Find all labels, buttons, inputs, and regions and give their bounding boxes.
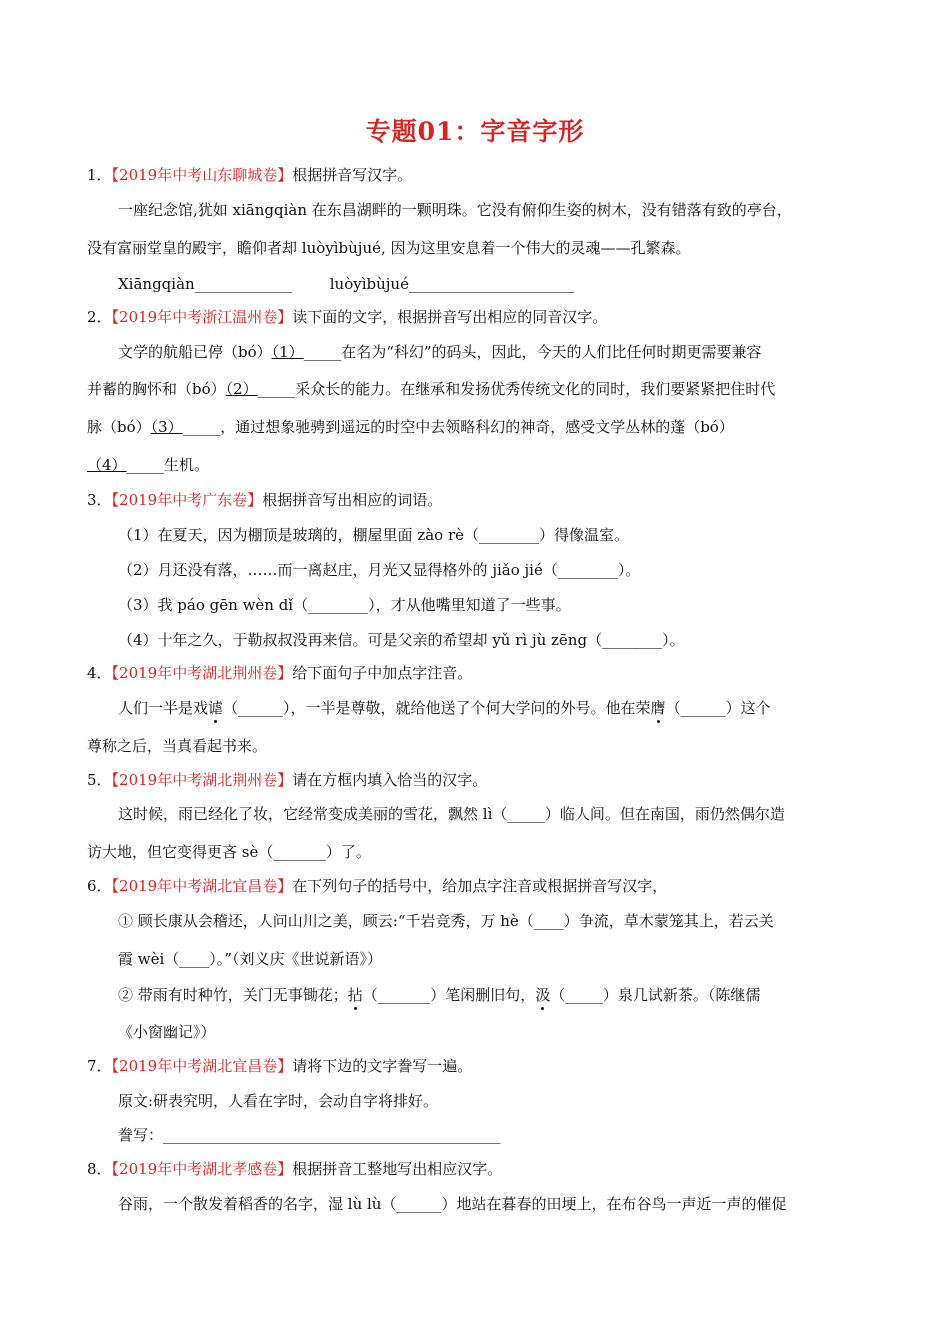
- question-number: 7．: [87, 1057, 112, 1075]
- question-number: 3．: [87, 491, 112, 509]
- question-number: 6．: [87, 877, 112, 895]
- question-1-passage-line: 没有富丽堂皇的殿宇，瞻仰者却 luòyìbùjué, 因为这里安息着一个伟大的灵魂——孔繁森。: [87, 239, 691, 257]
- question-4-heading: [87, 663, 472, 683]
- question-5-passage-line: 访大地，但它变得更吝 sè（_______）了。: [87, 843, 371, 861]
- question-2-passage-line: 文学的航船已停（bó）（1）_____在名为“科幻”的码头，因此，今天的人们比任何时期更需要兼容: [118, 343, 762, 361]
- question-1-heading: [87, 165, 412, 185]
- question-4-passage-line: 尊称之后，当真看起书来。: [87, 737, 268, 755]
- question-instruction: 请将下边的文字誊写一遍。: [292, 1057, 473, 1075]
- question-5-heading: [87, 770, 487, 790]
- question-source: 【2019年中考湖北孝感卷】: [111, 1160, 293, 1178]
- question-4-passage-line: 人们一半是戏谑（______），一半是尊敬，就给他送了个何大学问的外号。他在荣膺（______）这个: [118, 699, 771, 717]
- dotted-character: 拈: [347, 986, 363, 1004]
- dotted-character: 谑: [208, 699, 224, 717]
- question-5-passage-line: 这时候，雨已经化了妆，它经常变成美丽的雪花，飘然 lì（_____）临人间。但在南国，雨仍然偶尔造: [118, 805, 785, 823]
- question-3-item: （2）月还没有落，……而一离赵庄，月光又显得格外的 jiǎo jié（________）。: [118, 561, 641, 579]
- question-number: 8．: [87, 1160, 112, 1178]
- question-number: 2．: [87, 308, 112, 326]
- question-8-passage-line: 谷雨，一个散发着稻香的名字，湿 lù lù（______）地站在暮春的田埂上，在布谷鸟一声近一声的催促: [118, 1195, 787, 1213]
- question-7-heading: [87, 1056, 472, 1076]
- question-6-passage-line: ① 顾长康从会稽还，人问山川之美，顾云:“千岩竞秀，万 hè（____）争流，草木蒙笼其上，若云关: [118, 912, 774, 930]
- blank-marker: （3）: [150, 418, 183, 436]
- question-2-heading: [87, 307, 607, 327]
- question-6-passage-line: 《小窗幽记》）: [118, 1023, 216, 1041]
- question-instruction: 读下面的文字，根据拼音写出相应的同音汉字。: [292, 308, 608, 326]
- dotted-character: 汲: [535, 986, 551, 1004]
- question-3-item: （3）我 páo gēn wèn dǐ（________），才从他嘴里知道了一些事。: [118, 596, 571, 614]
- question-instruction: 请在方框内填入恰当的汉字。: [292, 771, 488, 789]
- question-instruction: 根据拼音写汉字。: [292, 166, 413, 184]
- question-6-heading: [87, 876, 667, 896]
- question-2-passage-line: （4）_____生机。: [87, 456, 210, 474]
- question-source: 【2019年中考湖北宜昌卷】: [111, 877, 293, 895]
- answer-blank: luòyìbùjué______________________: [329, 275, 574, 293]
- question-number: 1．: [87, 166, 112, 184]
- question-2-passage-line: 脉（bó）（3）_____，通过想象驰骋到遥远的时空中去领略科幻的神奇，感受文学丛林的蓬（bó）: [87, 418, 734, 436]
- question-source: 【2019年中考湖北宜昌卷】: [111, 1057, 293, 1075]
- blank-marker: （2）: [225, 380, 258, 398]
- question-7-copy-line: 誊写：_____________________________________________: [118, 1126, 501, 1144]
- question-7-original-text: 原文:研表究明，人看在字时，会动自字将排好。: [118, 1092, 439, 1110]
- answer-blank: Xiāngqiàn_____________: [118, 275, 293, 293]
- question-number: 5．: [87, 771, 112, 789]
- question-instruction: 根据拼音工整地写出相应汉字。: [292, 1160, 503, 1178]
- question-3-heading: [87, 490, 442, 510]
- blank-marker: （1）: [271, 343, 304, 361]
- question-2-passage-line: 并蓄的胸怀和（bó）（2）_____采众长的能力。在继承和发扬优秀传统文化的同时，我们要紧紧把住时代: [87, 380, 776, 398]
- question-source: 【2019年中考湖北荆州卷】: [111, 664, 293, 682]
- question-6-passage-line: 霞 wèi（____）。”（刘义庆《世说新语》）: [118, 950, 382, 968]
- question-1-answer-line: [118, 274, 574, 294]
- question-instruction: 根据拼音写出相应的词语。: [262, 491, 443, 509]
- dotted-character: 膺: [650, 699, 666, 717]
- question-source: 【2019年中考浙江温州卷】: [111, 308, 293, 326]
- question-source: 【2019年中考山东聊城卷】: [111, 166, 293, 184]
- question-source: 【2019年中考广东卷】: [111, 491, 263, 509]
- question-6-passage-line: ② 带雨有时种竹，关门无事锄花；拈（_______）笔闲删旧句，汲（_____）泉几试新茶。（陈继儒: [118, 986, 761, 1004]
- question-3-item: （1）在夏天，因为棚顶是玻璃的，棚屋里面 zào rè（________）得像温室。: [118, 526, 630, 544]
- question-source: 【2019年中考湖北荆州卷】: [111, 771, 293, 789]
- question-1-passage-line: 一座纪念馆,犹如 xiāngqiàn 在东昌湖畔的一颗明珠。它没有俯仰生姿的树木，没有错落有致的亭台，: [118, 201, 792, 219]
- page-title: 专题01：字音字形: [365, 117, 585, 146]
- question-3-item: （4）十年之久，于勒叔叔没再来信。可是父亲的希望却 yǔ rì jù zēng（________）。: [118, 631, 685, 649]
- question-8-heading: [87, 1159, 502, 1179]
- question-number: 4．: [87, 664, 112, 682]
- question-instruction: 给下面句子中加点字注音。: [292, 664, 473, 682]
- blank-marker: （4）: [87, 456, 127, 474]
- question-instruction: 在下列句子的括号中，给加点字注音或根据拼音写汉字，: [292, 877, 668, 895]
